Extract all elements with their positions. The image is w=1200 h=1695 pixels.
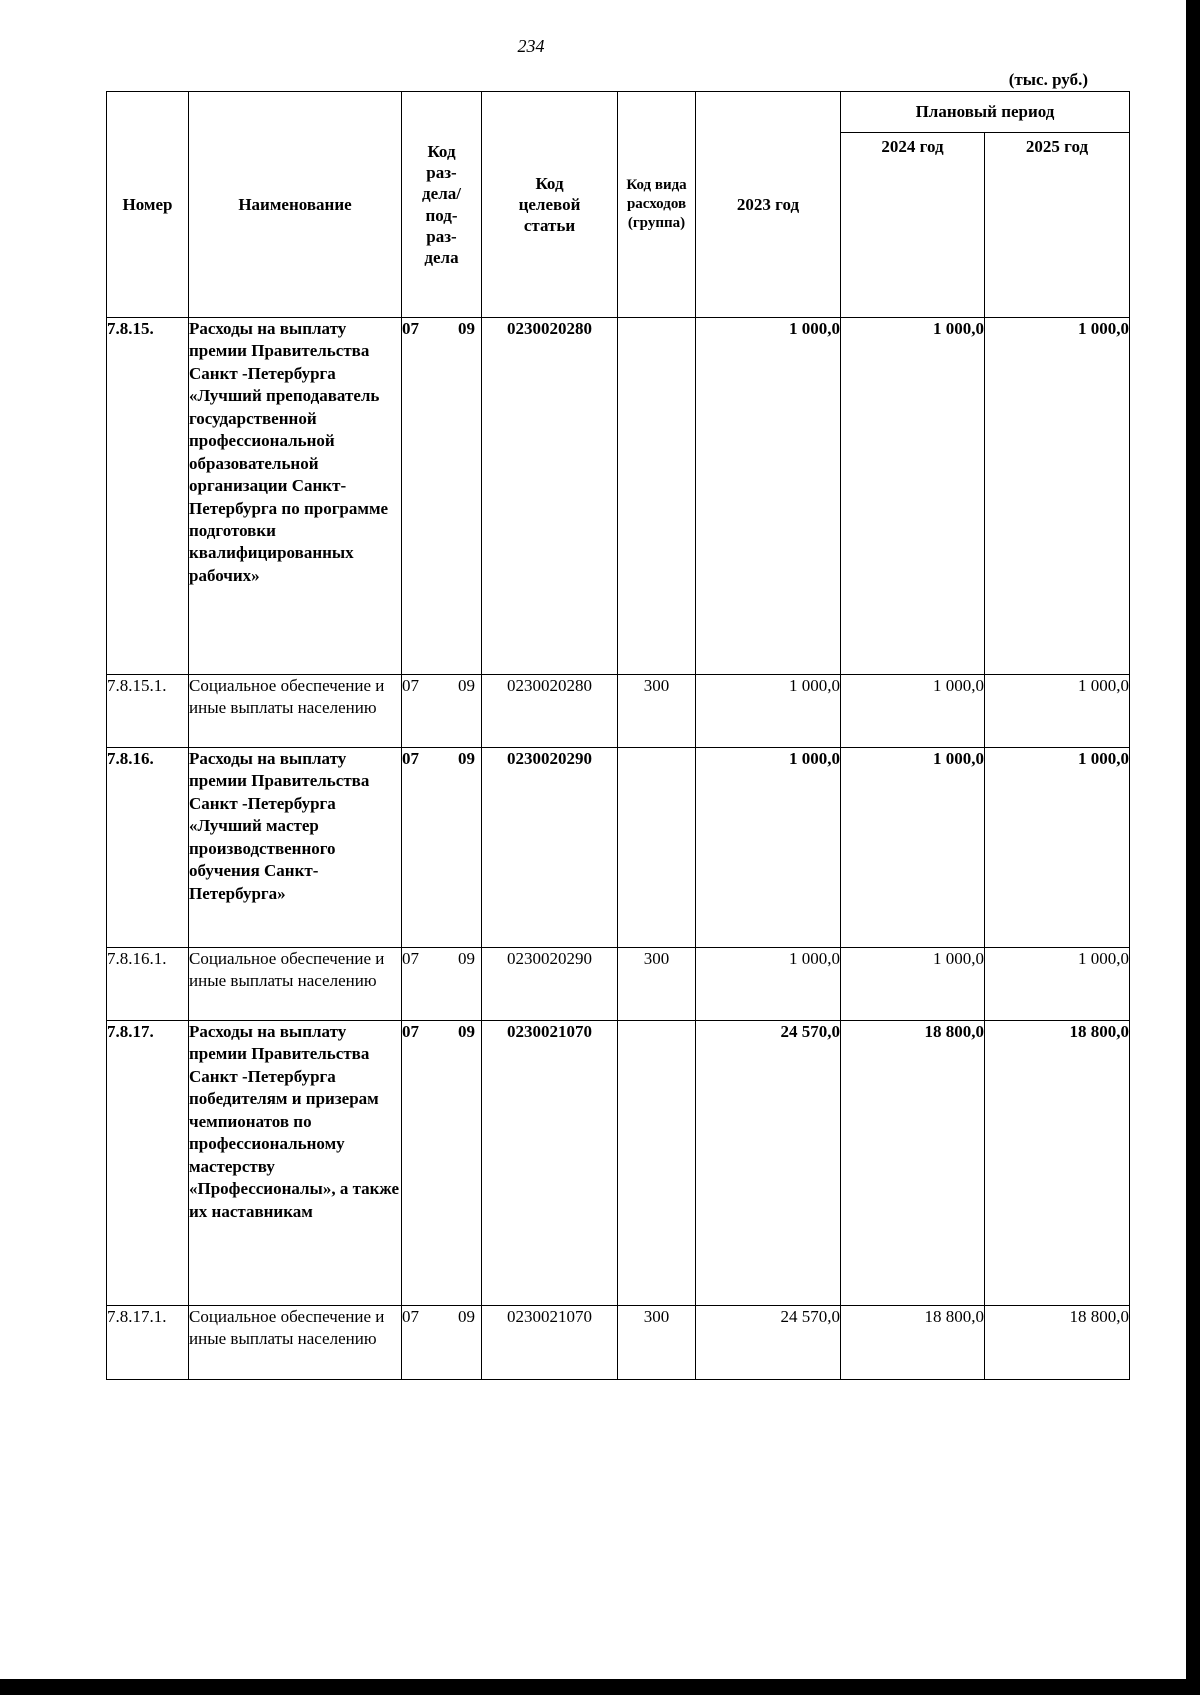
table-row <box>107 318 1130 675</box>
table-row <box>107 675 1130 748</box>
table-row <box>107 948 1130 1021</box>
row-name: Расходы на выплату премии Правительства Санкт -Петербурга победителям и призерам чемпионатов по профессиональному мастерству «Профессионалы», а также их наставникам <box>189 1021 402 1306</box>
row-kcs: 0230020280 <box>482 675 618 748</box>
row-razdel <box>402 1021 482 1306</box>
row-rz: 07 <box>402 949 419 968</box>
header-kvr: Код вида расходов (группа) <box>618 92 696 318</box>
row-kcs: 0230020290 <box>482 948 618 1021</box>
row-rz: 07 <box>402 1022 419 1041</box>
row-kvr <box>618 318 696 675</box>
row-number: 7.8.17.1. <box>107 1306 189 1380</box>
header-name: Наименование <box>189 92 402 318</box>
header-plan-period: Плановый период <box>841 92 1130 133</box>
row-kvr: 300 <box>618 1306 696 1380</box>
row-2025: 18 800,0 <box>985 1306 1130 1380</box>
row-razdel <box>402 318 482 675</box>
row-2024: 18 800,0 <box>841 1306 985 1380</box>
row-name: Расходы на выплату премии Правительства Санкт -Петербурга «Лучший мастер производственного обучения Санкт-Петербурга» <box>189 748 402 948</box>
row-name: Социальное обеспечение и иные выплаты населению <box>189 1306 402 1380</box>
row-2024: 1 000,0 <box>841 675 985 748</box>
page-number: 234 <box>517 36 545 56</box>
row-name: Социальное обеспечение и иные выплаты населению <box>189 948 402 1021</box>
scan-edge-right <box>1186 0 1200 1695</box>
row-2024: 18 800,0 <box>841 1021 985 1306</box>
row-number: 7.8.17. <box>107 1021 189 1306</box>
table-row <box>107 748 1130 948</box>
row-rz: 07 <box>402 1307 419 1326</box>
header-2023: 2023 год <box>696 92 841 318</box>
row-2025: 1 000,0 <box>985 948 1130 1021</box>
row-2023: 1 000,0 <box>696 318 841 675</box>
row-2023: 1 000,0 <box>696 748 841 948</box>
row-number: 7.8.16.1. <box>107 948 189 1021</box>
row-razdel <box>402 675 482 748</box>
table-row <box>107 1306 1130 1380</box>
row-2024: 1 000,0 <box>841 318 985 675</box>
row-razdel <box>402 948 482 1021</box>
row-rz: 07 <box>402 319 419 338</box>
row-2025: 18 800,0 <box>985 1021 1130 1306</box>
row-number: 7.8.16. <box>107 748 189 948</box>
header-razdel: Код раз-дела/ под-раз-дела <box>402 92 482 318</box>
row-name: Расходы на выплату премии Правительства Санкт -Петербурга «Лучший преподаватель государственной профессиональной образовательной организации Санкт-Петербурга по программе подготовки квалифицированных рабочих» <box>189 318 402 675</box>
row-2023: 1 000,0 <box>696 948 841 1021</box>
row-2025: 1 000,0 <box>985 675 1130 748</box>
row-razdel <box>402 748 482 948</box>
row-prz: 09 <box>458 676 475 695</box>
header-kcs: Код целевой статьи <box>482 92 618 318</box>
row-kvr <box>618 1021 696 1306</box>
row-2024: 1 000,0 <box>841 948 985 1021</box>
row-number: 7.8.15.1. <box>107 675 189 748</box>
row-rz: 07 <box>402 676 419 695</box>
row-kcs: 0230020280 <box>482 318 618 675</box>
row-2024: 1 000,0 <box>841 748 985 948</box>
row-name: Социальное обеспечение и иные выплаты населению <box>189 675 402 748</box>
row-prz: 09 <box>458 1022 475 1041</box>
units-label: (тыс. руб.) <box>1008 70 1088 89</box>
row-2023: 1 000,0 <box>696 675 841 748</box>
row-kvr: 300 <box>618 675 696 748</box>
row-prz: 09 <box>458 749 475 768</box>
row-2023: 24 570,0 <box>696 1021 841 1306</box>
row-kvr <box>618 748 696 948</box>
row-number: 7.8.15. <box>107 318 189 675</box>
row-rz: 07 <box>402 749 419 768</box>
scan-edge-bottom <box>0 1679 1200 1695</box>
table-row <box>107 1021 1130 1306</box>
row-kcs: 0230020290 <box>482 748 618 948</box>
row-2023: 24 570,0 <box>696 1306 841 1380</box>
header-number: Номер <box>107 92 189 318</box>
header-2024: 2024 год <box>841 133 985 318</box>
row-kcs: 0230021070 <box>482 1021 618 1306</box>
row-kvr: 300 <box>618 948 696 1021</box>
row-2025: 1 000,0 <box>985 748 1130 948</box>
row-kcs: 0230021070 <box>482 1306 618 1380</box>
row-prz: 09 <box>458 319 475 338</box>
row-2025: 1 000,0 <box>985 318 1130 675</box>
row-prz: 09 <box>458 949 475 968</box>
row-razdel <box>402 1306 482 1380</box>
row-prz: 09 <box>458 1307 475 1326</box>
header-2025: 2025 год <box>985 133 1130 318</box>
budget-table <box>106 91 1130 1380</box>
